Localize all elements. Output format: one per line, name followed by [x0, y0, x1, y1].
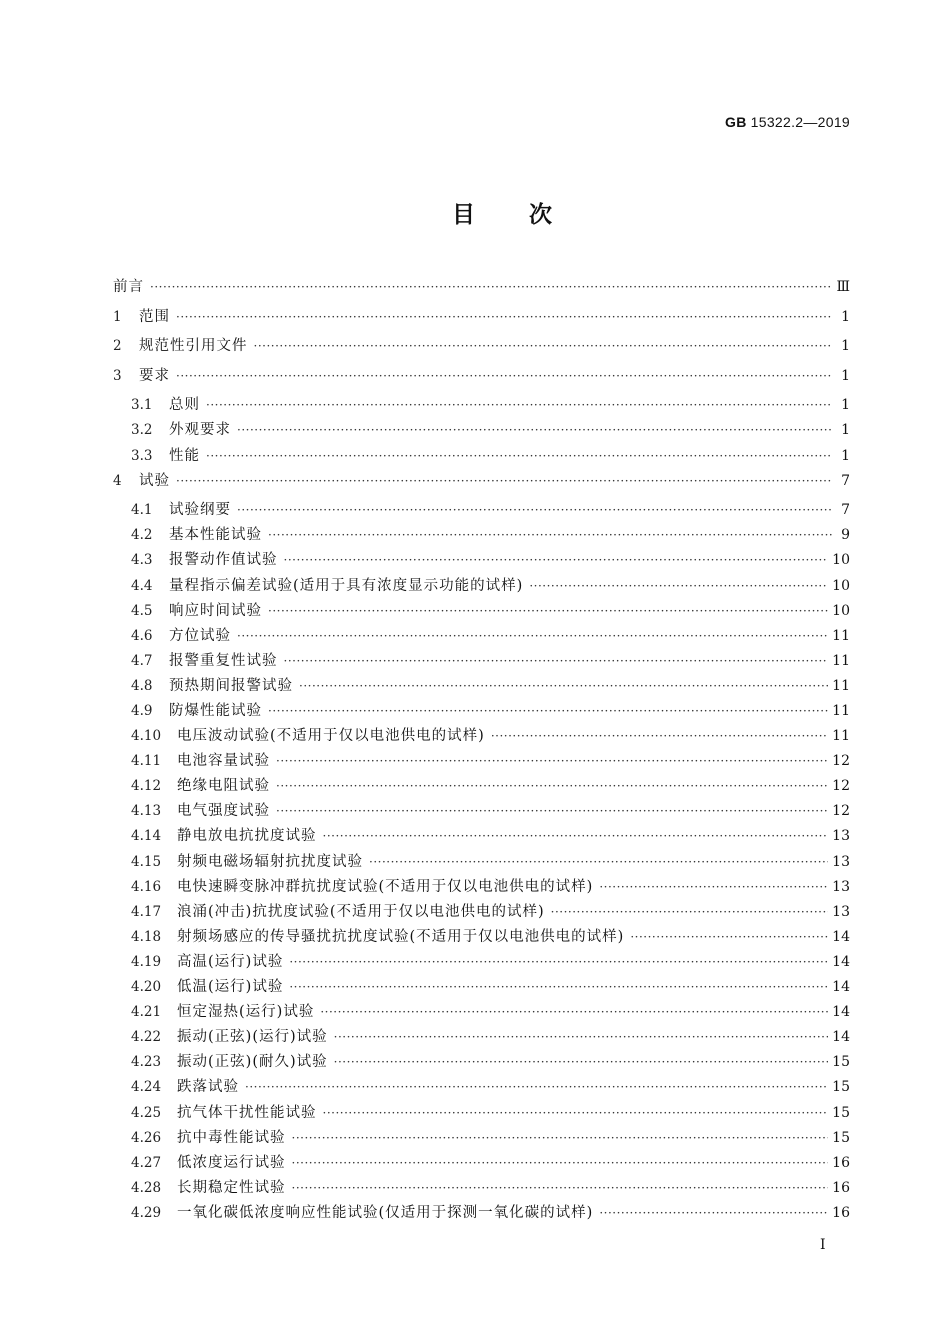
toc-entry-number: 2: [113, 338, 122, 355]
toc-leader-dots: [276, 754, 828, 768]
toc-entry-label: 电池容量试验: [177, 753, 270, 770]
toc-entry-number: 4.18: [131, 928, 162, 945]
toc-entry-page: 11: [832, 703, 850, 719]
toc-entry-page: 13: [832, 853, 850, 870]
toc-entry-label: 总则: [169, 397, 200, 414]
toc-entry[interactable]: [113, 875, 850, 900]
standard-code: [725, 114, 850, 130]
toc-entry-label: 射频电磁场辐射抗扰度试验: [177, 853, 363, 870]
toc-entry[interactable]: [113, 975, 850, 1000]
toc-leader-dots: [254, 339, 833, 353]
toc-entry-number: 4.5: [131, 602, 153, 619]
toc-leader-dots: [292, 1131, 829, 1145]
toc-leader-dots: [599, 880, 828, 894]
toc-entry[interactable]: [113, 1101, 850, 1126]
table-of-contents: [113, 275, 850, 1226]
toc-entry-label: 射频场感应的传导骚扰抗扰度试验(不适用于仅以电池供电的试样): [177, 928, 625, 945]
toc-entry-page: 14: [832, 1004, 850, 1021]
toc-entry-page: 11: [832, 728, 850, 745]
toc-entry[interactable]: [113, 523, 850, 548]
toc-leader-dots: [237, 423, 832, 437]
toc-leader-dots: [268, 604, 828, 618]
toc-entry-page: 14: [832, 1029, 850, 1046]
toc-entry-page: 1: [841, 308, 850, 325]
toc-entry-label: 恒定湿热(运行)试验: [177, 1004, 315, 1021]
toc-entry-number: 4.4: [131, 577, 153, 594]
toc-entry-page: 12: [832, 803, 850, 820]
toc-entry-label: 静电放电抗扰度试验: [177, 828, 317, 845]
toc-entry-number: 1: [113, 308, 122, 325]
toc-leader-dots: [529, 579, 828, 593]
toc-leader-dots: [369, 855, 828, 869]
toc-entry-page: 1: [841, 367, 850, 384]
toc-leader-dots: [176, 310, 832, 324]
toc-entry-label: 前言: [113, 279, 144, 295]
toc-entry-page: 14: [832, 928, 850, 945]
toc-entry-page: 1: [841, 397, 850, 414]
toc-entry-page: 13: [832, 903, 850, 920]
toc-entry-number: 4: [113, 472, 122, 489]
toc-entry-page: 11: [832, 627, 850, 644]
toc-entry-number: 4.16: [131, 878, 162, 895]
toc-entry-label: 规范性引用文件: [139, 338, 248, 355]
toc-entry-number: 4.7: [131, 652, 153, 669]
toc-entry[interactable]: [113, 574, 850, 599]
toc-entry-label: 试验纲要: [169, 502, 231, 519]
toc-entry[interactable]: [113, 699, 850, 724]
toc-entry-page: 15: [832, 1079, 850, 1096]
toc-entry-label: 电气强度试验: [177, 803, 270, 820]
toc-entry-page: 16: [832, 1204, 850, 1221]
toc-entry-label: 预热期间报警试验: [169, 677, 293, 694]
toc-entry-number: 4.27: [131, 1154, 162, 1171]
standard-number: 15322.2—2019: [750, 114, 850, 130]
toc-entry-label: 防爆性能试验: [169, 703, 262, 719]
toc-entry-label: 长期稳定性试验: [177, 1179, 286, 1196]
toc-entry-number: 4.12: [131, 778, 162, 795]
toc-entry-number: 4.20: [131, 979, 162, 996]
toc-entry[interactable]: [113, 305, 850, 335]
toc-entry-number: 4.13: [131, 803, 162, 820]
toc-entry-label: 振动(正弦)(运行)试验: [177, 1029, 328, 1046]
toc-entry-label: 抗中毒性能试验: [177, 1129, 286, 1146]
toc-entry-page: 11: [832, 677, 850, 694]
toc-entry-label: 试验: [139, 472, 170, 489]
toc-entry-label: 报警重复性试验: [169, 652, 278, 669]
toc-entry-label: 一氧化碳低浓度响应性能试验(仅适用于探测一氧化碳的试样): [177, 1204, 594, 1221]
toc-leader-dots: [289, 955, 828, 969]
toc-entry-number: 4.14: [131, 828, 162, 845]
toc-entry[interactable]: [113, 444, 850, 469]
toc-entry-page: 13: [832, 878, 850, 895]
toc-leader-dots: [292, 1181, 829, 1195]
standard-prefix: GB: [725, 114, 747, 130]
toc-entry[interactable]: [113, 1025, 850, 1050]
toc-entry-number: 3.3: [131, 447, 153, 464]
toc-entry[interactable]: [113, 649, 850, 674]
toc-entry-label: 高温(运行)试验: [177, 953, 284, 970]
toc-entry[interactable]: [113, 334, 850, 364]
toc-entry-number: 4.2: [131, 527, 153, 544]
toc-entry-number: 4.21: [131, 1004, 162, 1021]
toc-leader-dots: [268, 704, 828, 718]
toc-entry-page: 10: [832, 552, 850, 569]
toc-entry-page: 15: [832, 1129, 850, 1146]
toc-entry-page: 7: [841, 502, 850, 519]
toc-entry-number: 4.19: [131, 953, 162, 970]
toc-leader-dots: [323, 829, 829, 843]
toc-entry-number: 4.17: [131, 903, 162, 920]
toc-entry-page: 13: [832, 828, 850, 845]
toc-entry-page: 15: [832, 1104, 850, 1121]
toc-leader-dots: [176, 474, 832, 488]
toc-leader-dots: [292, 1156, 829, 1170]
toc-entry[interactable]: [113, 850, 850, 875]
toc-leader-dots: [206, 398, 832, 412]
toc-entry-label: 方位试验: [169, 627, 231, 644]
toc-entry-number: 4.9: [131, 703, 153, 719]
toc-entry[interactable]: [113, 1000, 850, 1025]
toc-entry-number: 4.22: [131, 1029, 162, 1046]
toc-entry[interactable]: [113, 1201, 850, 1226]
toc-entry-number: 4.26: [131, 1129, 162, 1146]
toc-entry-page: 11: [832, 652, 850, 669]
toc-leader-dots: [176, 369, 832, 383]
toc-leader-dots: [284, 553, 829, 567]
toc-leader-dots: [599, 1206, 828, 1220]
toc-entry[interactable]: [113, 275, 850, 305]
toc-entry[interactable]: [113, 824, 850, 849]
toc-entry[interactable]: [113, 724, 850, 749]
toc-entry-page: 1: [841, 422, 850, 439]
toc-leader-dots: [150, 280, 832, 294]
toc-leader-dots: [245, 1080, 828, 1094]
toc-leader-dots: [491, 729, 828, 743]
toc-entry-label: 电压波动试验(不适用于仅以电池供电的试样): [177, 728, 485, 745]
toc-leader-dots: [289, 980, 828, 994]
toc-entry[interactable]: [113, 925, 850, 950]
toc-leader-dots: [206, 449, 832, 463]
toc-entry-number: 4.24: [131, 1079, 162, 1096]
toc-entry[interactable]: [113, 624, 850, 649]
toc-leader-dots: [237, 629, 828, 643]
toc-entry[interactable]: [113, 799, 850, 824]
toc-entry-page: Ⅲ: [836, 279, 850, 295]
toc-entry-number: 4.29: [131, 1204, 162, 1221]
toc-entry-number: 4.8: [131, 677, 153, 694]
toc-entry-number: 4.11: [131, 753, 162, 770]
toc-entry[interactable]: [113, 418, 850, 443]
toc-leader-dots: [276, 804, 828, 818]
toc-entry-number: 3: [113, 367, 122, 384]
toc-entry-page: 16: [832, 1179, 850, 1196]
footer-page-number: I: [820, 1237, 826, 1253]
toc-entry-number: 4.15: [131, 853, 162, 870]
toc-entry-page: 12: [832, 778, 850, 795]
toc-entry-label: 浪涌(冲击)抗扰度试验(不适用于仅以电池供电的试样): [177, 903, 545, 920]
toc-entry[interactable]: [113, 364, 850, 394]
toc-entry[interactable]: [113, 900, 850, 925]
toc-entry-page: 1: [841, 447, 850, 464]
toc-entry-page: 10: [832, 577, 850, 594]
toc-entry-page: 14: [832, 953, 850, 970]
toc-entry-number: 4.3: [131, 552, 153, 569]
toc-entry-number: 4.28: [131, 1179, 162, 1196]
toc-leader-dots: [334, 1055, 829, 1069]
toc-entry-page: 15: [832, 1054, 850, 1071]
toc-entry[interactable]: [113, 774, 850, 799]
toc-entry-label: 要求: [139, 367, 170, 384]
toc-entry-label: 低温(运行)试验: [177, 979, 284, 996]
toc-entry[interactable]: [113, 1176, 850, 1201]
toc-leader-dots: [320, 1005, 828, 1019]
toc-entry-number: 4.1: [131, 502, 153, 519]
toc-entry[interactable]: [113, 1050, 850, 1075]
toc-leader-dots: [551, 905, 829, 919]
toc-leader-dots: [284, 654, 829, 668]
toc-entry-label: 性能: [169, 447, 200, 464]
toc-leader-dots: [268, 528, 832, 542]
toc-entry-label: 范围: [139, 308, 170, 325]
toc-entry[interactable]: [113, 1151, 850, 1176]
toc-entry-label: 低浓度运行试验: [177, 1154, 286, 1171]
toc-leader-dots: [323, 1106, 829, 1120]
toc-entry-label: 绝缘电阻试验: [177, 778, 270, 795]
toc-entry-page: 16: [832, 1154, 850, 1171]
toc-entry-label: 量程指示偏差试验(适用于具有浓度显示功能的试样): [169, 577, 524, 594]
toc-leader-dots: [630, 930, 828, 944]
toc-entry-label: 报警动作值试验: [169, 552, 278, 569]
toc-entry-label: 跌落试验: [177, 1079, 239, 1096]
toc-entry-page: 10: [832, 602, 850, 619]
toc-entry-number: 4.25: [131, 1104, 162, 1121]
toc-entry-label: 外观要求: [169, 422, 231, 439]
toc-entry-number: 4.6: [131, 627, 153, 644]
toc-entry[interactable]: [113, 548, 850, 573]
toc-entry[interactable]: [113, 469, 850, 499]
toc-entry-number: 4.23: [131, 1054, 162, 1071]
toc-entry[interactable]: [113, 674, 850, 699]
toc-entry-label: 电快速瞬变脉冲群抗扰度试验(不适用于仅以电池供电的试样): [177, 878, 594, 895]
toc-entry[interactable]: [113, 498, 850, 523]
page-title: 目次: [452, 202, 606, 228]
toc-leader-dots: [299, 679, 828, 693]
toc-entry[interactable]: [113, 749, 850, 774]
toc-entry[interactable]: [113, 950, 850, 975]
toc-entry-number: 3.1: [131, 397, 153, 414]
toc-leader-dots: [276, 779, 828, 793]
toc-leader-dots: [334, 1030, 829, 1044]
toc-entry[interactable]: [113, 1075, 850, 1100]
toc-entry-label: 抗气体干扰性能试验: [177, 1104, 317, 1121]
toc-entry-page: 12: [832, 753, 850, 770]
toc-entry-label: 振动(正弦)(耐久)试验: [177, 1054, 328, 1071]
toc-entry[interactable]: [113, 599, 850, 624]
toc-entry[interactable]: [113, 1126, 850, 1151]
toc-entry-page: 7: [841, 472, 850, 489]
toc-entry-page: 9: [841, 527, 850, 544]
toc-entry-page: 14: [832, 979, 850, 996]
toc-entry-number: 4.10: [131, 728, 162, 745]
toc-entry-label: 基本性能试验: [169, 527, 262, 544]
toc-entry-number: 3.2: [131, 422, 153, 439]
toc-leader-dots: [237, 503, 832, 517]
toc-entry-page: 1: [841, 338, 850, 355]
toc-entry-label: 响应时间试验: [169, 602, 262, 619]
toc-entry[interactable]: [113, 393, 850, 418]
